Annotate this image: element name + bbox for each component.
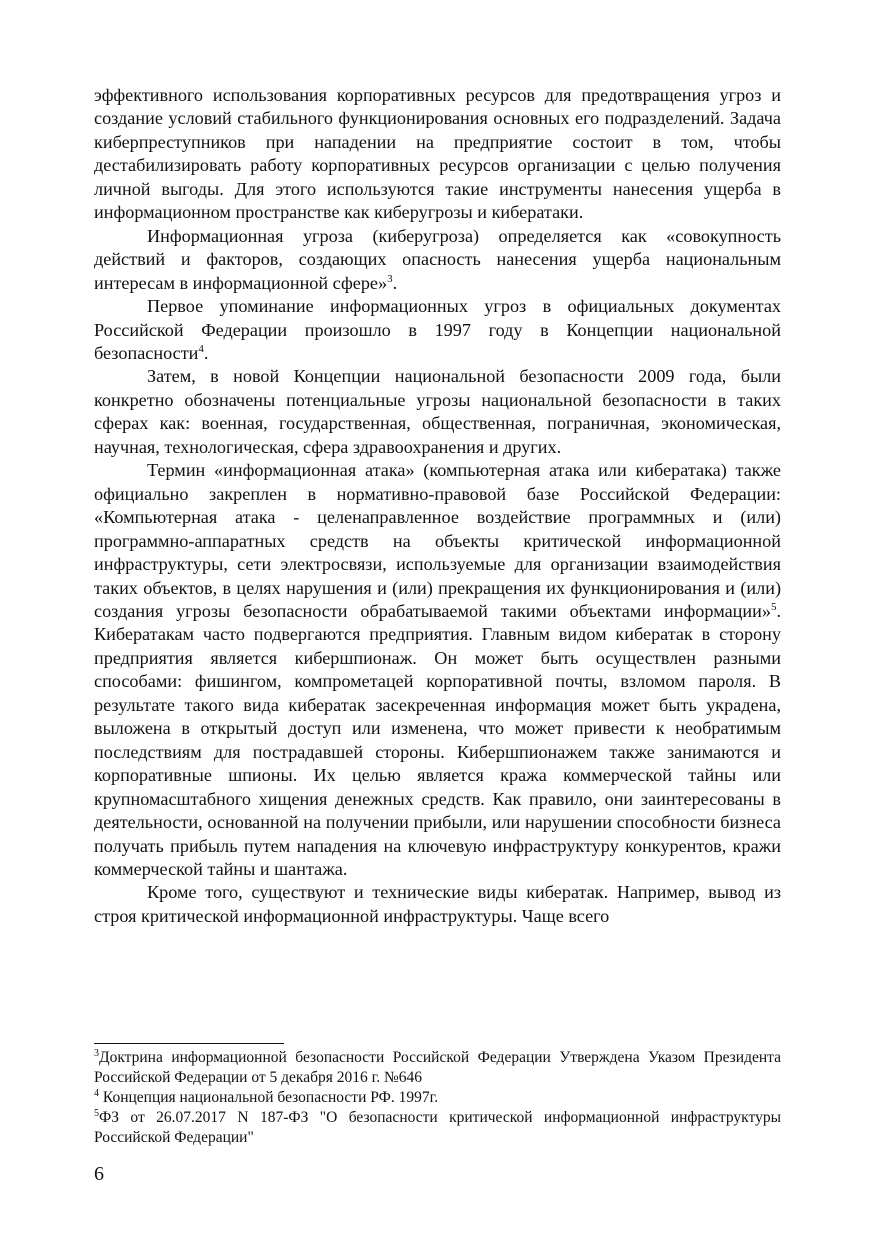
footnote-number: 4 (94, 1087, 99, 1099)
footnote-ref-3[interactable]: 3 (387, 272, 393, 285)
footnote-number: 5 (94, 1107, 99, 1119)
body-text (94, 84, 781, 928)
paragraph-6: Кроме того, существуют и технические виды кибератак. Например, вывод из строя критической информационной инфраструктуры. Чаще всего (94, 882, 781, 926)
paragraph-5: Термин «информационная атака» (компьютерная атака или кибератака) также официально закреплен в нормативно-правовой базе Российской Федерации: «Компьютерная атака - целенаправленное воздействие программных и (или) программно-аппаратных средств на объекты критической информационной инфраструктуры, сети электросвязи, используемые для организации взаимодействия таких объектов, в целях нарушения и (или) прекращения их функционирования и (или) создания угрозы безопасности обрабатываемой такими объектами информации»$^5$. Кибератакам часто подвергаются предприятия. Главным видом кибератак в сторону предприятия является кибершпионаж. Он может быть осуществлен разными способами: фишингом, компрометацей корпоративной почты, взломом пароля. В результате такого вида кибератак засекреченная информация может быть украдена, выложена в открытый доступ или изменена, что может привести к необратимым последствиям для пострадавшей стороны. Кибершпионажем также занимаются и корпоративные шпионы. Их целью является кража коммерческой тайны или крупномасштабного хищения денежных средств. Как правило, они заинтересованы в деятельности, основанной на получении прибыли, или нарушении способности бизнеса получать прибыль путем нападения на ключевую инфраструктуру конкурентов, кражи коммерческой тайны и шантажа. (94, 460, 781, 879)
page-number: 6 (94, 1163, 104, 1185)
paragraph-3: Первое упоминание информационных угроз в официальных документах Российской Федерации произошло в 1997 году в Концепции национальной безопасности$^4$. (94, 296, 781, 363)
footnote-ref-5[interactable]: 5 (770, 600, 777, 613)
paragraph-2: Информационная угроза (киберугроза) определяется как «совокупность действий и факторов, создающих опасность нанесения ущерба национальным интересам в информационной сфере»$^3$. (94, 225, 781, 293)
footnote-5: $^5$ФЗ от 26.07.2017 N 187-ФЗ "О безопасности критической информационной инфраструктуры Российской Федерации" (94, 1107, 781, 1146)
footnotes (94, 1048, 781, 1148)
footnote-3: $^3$Доктрина информационной безопасности Российской Федерации Утверждена Указом Президента Российской Федерации от 5 декабря 2016 г. №646 (94, 1047, 781, 1086)
footnote-ref-4[interactable]: 4 (198, 342, 204, 355)
paragraph-1: эффективного использования корпоративных ресурсов для предотвращения угроз и создание условий стабильного функционирования основных его подразделений. Задача киберпреступников при нападении на предприятие состоит в том, чтобы дестабилизировать работу корпоративных ресурсов организации с целью получения личной выгоды. Для этого используются такие инструменты нанесения ущерба в информационном пространстве как киберугрозы и кибератаки. (94, 85, 781, 223)
paragraph-4: Затем, в новой Концепции национальной безопасности 2009 года, были конкретно обозначены потенциальные угрозы национальной безопасности в таких сферах как: военная, государственная, общественная, пограничная, экономическая, научная, технологическая, сфера здравоохранения и других. (94, 366, 781, 457)
footnote-number: 3 (94, 1047, 99, 1059)
footnote-separator (94, 1043, 284, 1044)
footnote-4: $^4$ Концепция национальной безопасности РФ. 1997г. (94, 1087, 439, 1106)
